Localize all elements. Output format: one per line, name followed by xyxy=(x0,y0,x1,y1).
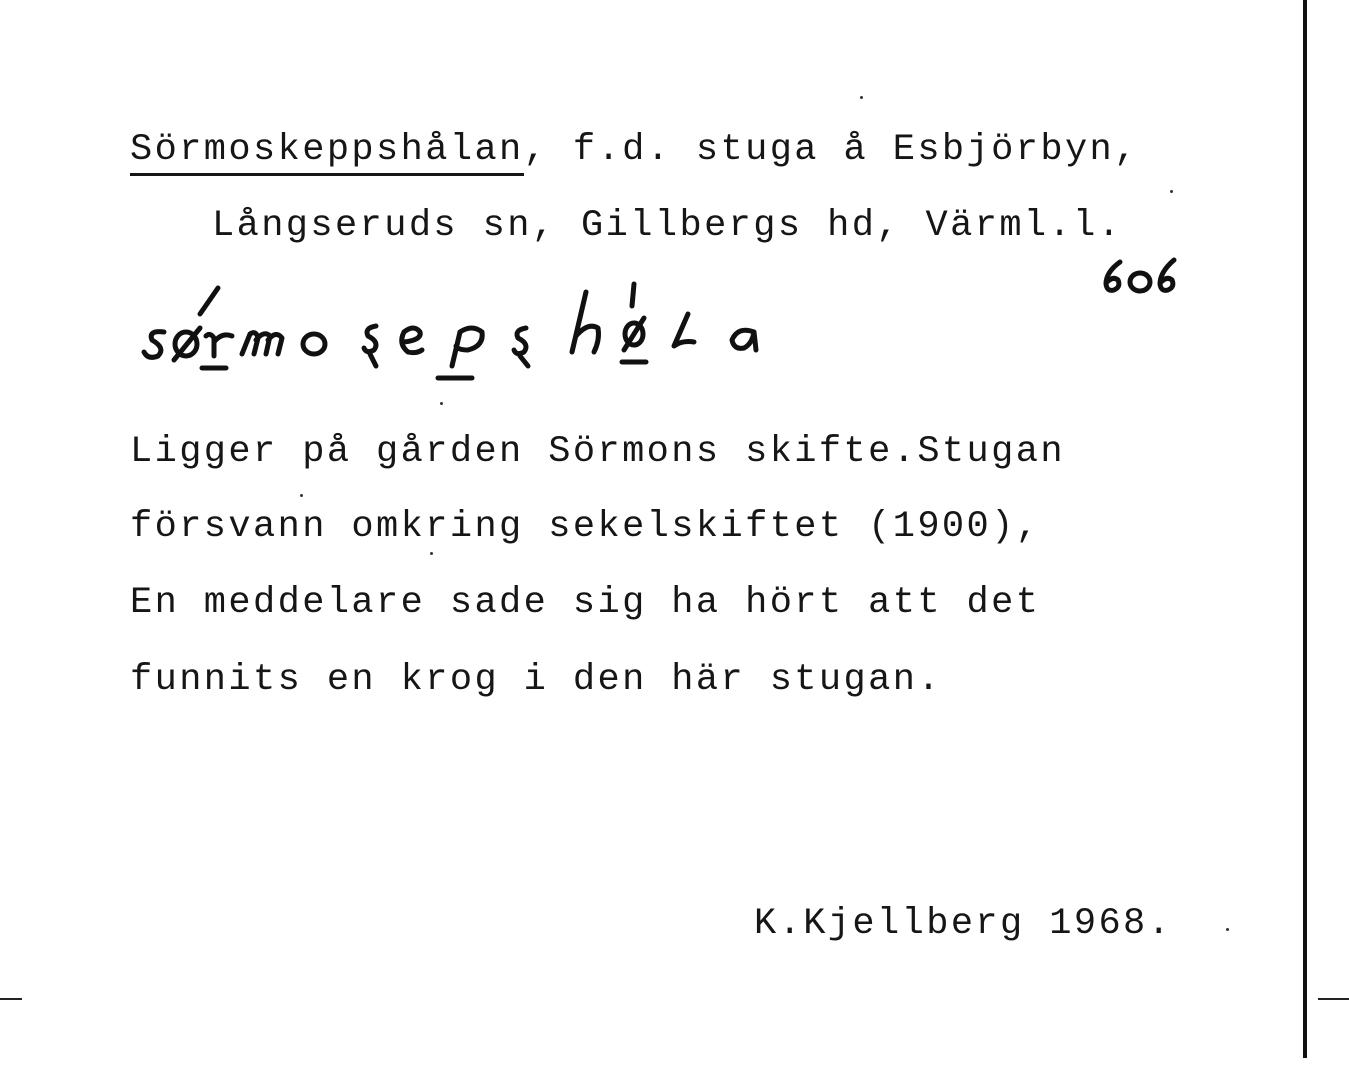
phonetic-transcription-handwritten xyxy=(138,270,788,400)
heading-location: , f.d. stuga å Esbjörbyn, xyxy=(523,129,1139,171)
margin-tick-right xyxy=(1318,998,1349,1000)
margin-tick-left xyxy=(0,998,22,1000)
card-number-handwritten xyxy=(1098,254,1188,298)
body-line-1: Ligger på gården Sörmons skifte.Stugan xyxy=(130,431,1065,473)
scan-speck xyxy=(1226,928,1229,931)
body-line-3: En meddelare sade sig ha hört att det xyxy=(130,582,1041,624)
parish-district-line: Långseruds sn, Gillbergs hd, Värml.l. xyxy=(212,205,1123,247)
card-edge-line xyxy=(1303,0,1307,1058)
scan-speck xyxy=(430,552,433,555)
body-line-4: funnits en krog i den här stugan. xyxy=(130,659,942,701)
body-line-2: försvann omkring sekelskiftet (1900), xyxy=(130,506,1041,548)
scan-speck xyxy=(1170,190,1173,193)
signature: K.Kjellberg 1968. xyxy=(754,903,1173,945)
scan-speck xyxy=(440,402,443,405)
scan-speck xyxy=(860,96,863,99)
card-heading-line xyxy=(130,128,1139,172)
scan-speck xyxy=(300,494,303,497)
headword: Sörmoskeppshålan xyxy=(130,129,524,176)
